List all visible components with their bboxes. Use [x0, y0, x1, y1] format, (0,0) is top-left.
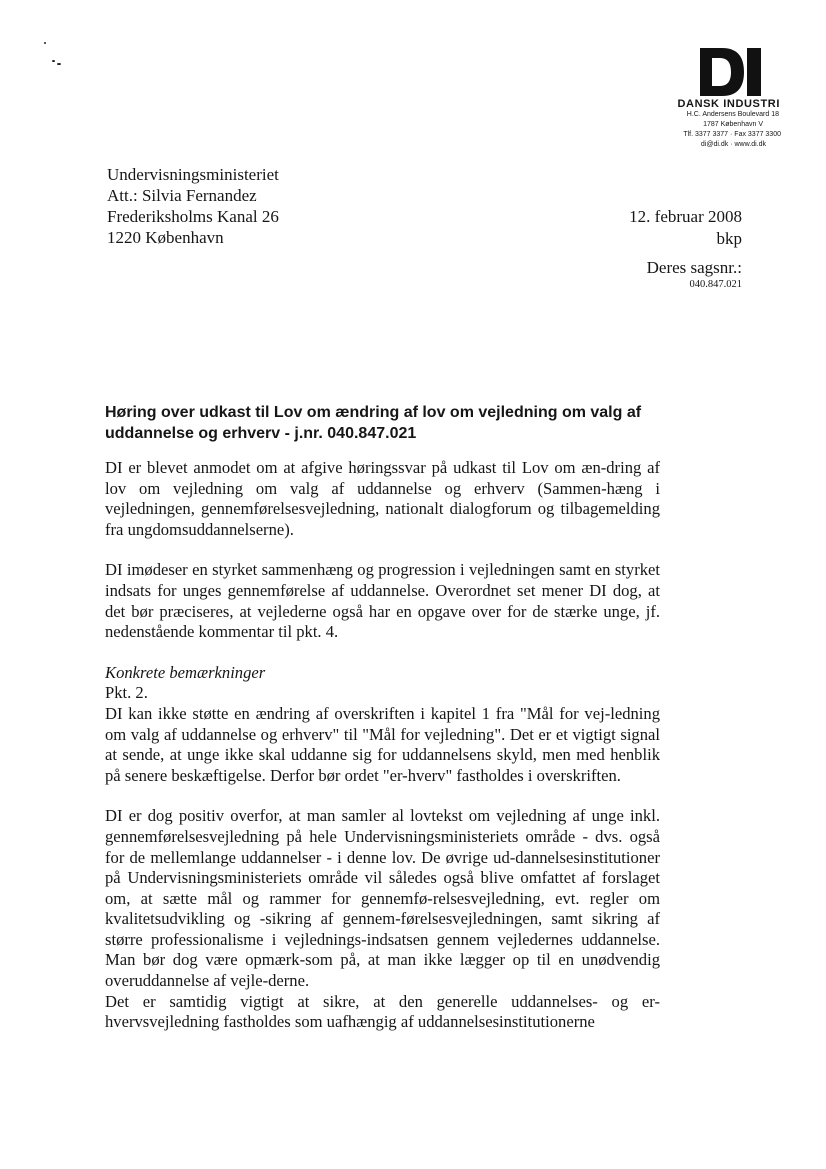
point-label: Pkt. 2. [105, 683, 148, 703]
case-number: 040.847.021 [689, 279, 742, 290]
scan-specks [40, 42, 70, 72]
letter-meta [629, 206, 742, 250]
case-reference [647, 258, 742, 292]
letter-initials: bkp [716, 229, 742, 248]
email-web: di@di.dk · www.di.dk [700, 141, 766, 148]
letter-date: 12. februar 2008 [629, 207, 742, 226]
address-line-2: 1787 København V [703, 121, 763, 128]
recipient-line-4: 1220 København [107, 228, 224, 247]
company-contact [632, 110, 782, 150]
di-logo [700, 48, 766, 96]
paragraph-2: DI imødeser en styrket sammenhæng og progression i vejledningen samt en styrket indsats for unges gennemførelse af uddannelse. Overordnet set mener DI dog, at det bør præciseres, at vejlederne også har en opgave over for de stærke unge, jf. nedenstående kommentar til pkt. 4. [105, 560, 660, 642]
letter-body [105, 458, 660, 1033]
paragraph-4: DI er dog positiv overfor, at man samler al lovtekst om vejledning af unge inkl. gennemførelsesvejledning på hele Undervisningsministeriets område - dvs. også for de mellemlange uddannelser - i denne lov. De øvrige ud-dannelsesinstitutioner på Undervisningsministeriets område vil således også blive omfattet af forslaget om, at sætte mål og rammer for gennemfø-relsesvejledning, evt. regler om kvalitetsudvikling og -sikring af gennem-førelsesvejledningen, samt sikring af større professionalisme i vejlednings-indsatsen gennem vejledernes uddannelse. Man bør dog være opmærk-som på, at man ikke lægger op til en unødvendig overuddannelse af vejle-derne. [105, 806, 660, 991]
company-name: DANSK INDUSTRI [677, 98, 780, 110]
recipient-line-1: Undervisningsministeriet [107, 165, 279, 184]
phone-fax: Tlf. 3377 3377 · Fax 3377 3300 [683, 131, 781, 138]
letterhead [632, 48, 782, 150]
address-line-1: H.C. Andersens Boulevard 18 [686, 111, 779, 118]
recipient-line-3: Frederiksholms Kanal 26 [107, 207, 279, 226]
recipient-address [107, 164, 279, 248]
section-title: Konkrete bemærkninger [105, 662, 266, 682]
recipient-line-2: Att.: Silvia Fernandez [107, 186, 257, 205]
paragraph-1: DI er blevet anmodet om at afgive høringssvar på udkast til Lov om æn-dring af lov om vejledning om valg af uddannelse og erhverv (Sammen-hæng i vejledningen, gennemførelsesvejledning, nationalt dialogforum og tilbagemelding fra ungdomsuddannelserne). [105, 458, 660, 539]
paragraph-3: DI kan ikke støtte en ændring af overskriften i kapitel 1 fra "Mål for vej-ledning om valg af uddannelse og erhverv" til "Mål for vejledning". Det er et vigtigt signal at sende, at unge ikke skal uddanne sig for uddannelsens skyld, men med henblik på senere beskæftigelse. Derfor bør ordet "er-hverv" fastholdes i overskriften. [105, 703, 660, 785]
paragraph-5: Det er samtidig vigtigt at sikre, at den generelle uddannelses- og er-hvervsvejledning fastholdes som uafhængig af uddannelsesinstitutionerne [105, 991, 660, 1032]
letter-subject: Høring over udkast til Lov om ændring af lov om vejledning om valg af uddannelse og erhverv - j.nr. 040.847.021 [105, 404, 642, 442]
case-label: Deres sagsnr.: [646, 258, 742, 277]
